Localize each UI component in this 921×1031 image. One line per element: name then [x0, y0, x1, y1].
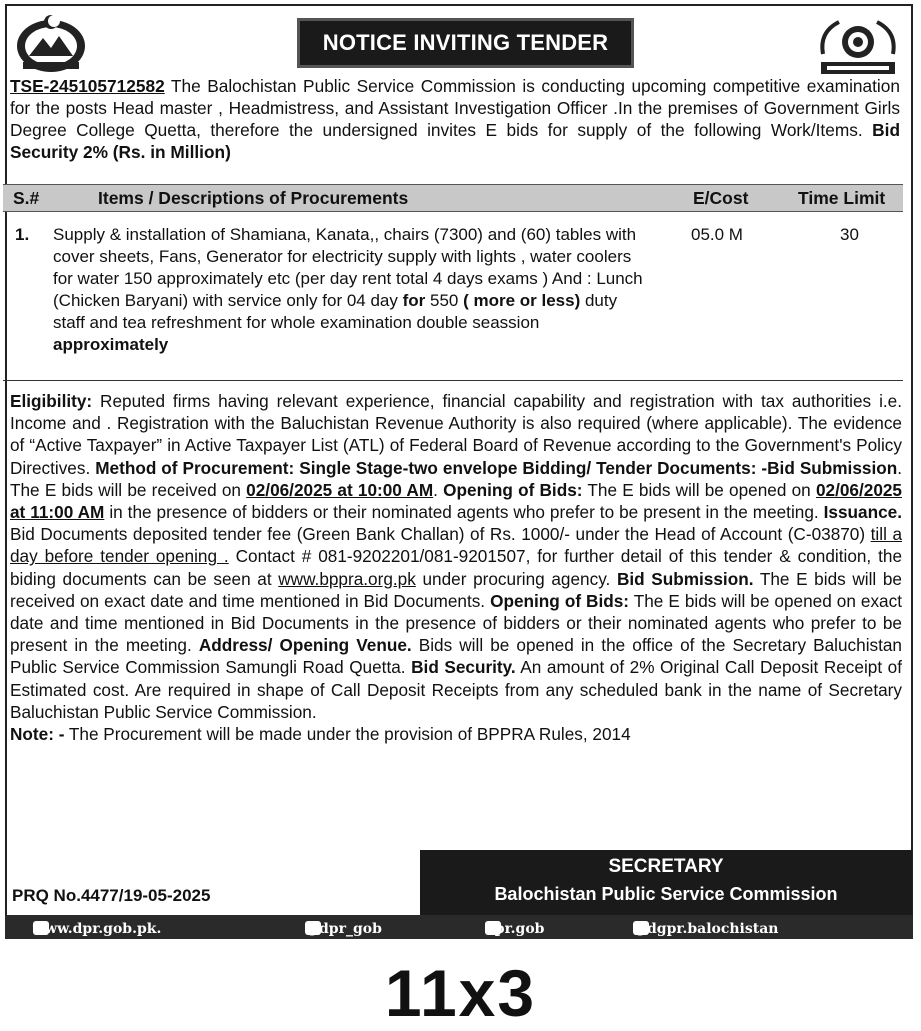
- eligibility-label: Eligibility:: [10, 391, 93, 411]
- prq-number: PRQ No.4477/19-05-2025: [12, 886, 211, 905]
- security-label: Bid Security.: [411, 657, 516, 678]
- eligibility-text: Reputed firms having relevant experience, financial capability and registration with tax authorities i.e. Income and . Registration with the Baluchistan Revenue Authority is also required (where applicable). The evidence of “Active Taxpayer” in Active Taxpayer List (ATL) of Federal Board of Revenue according to the Government's Policy Directives.: [10, 391, 902, 478]
- contact-text: Contact # 081-9202201/081-9201507, for further detail of this tender & condition, the biding documents can be seen at: [10, 546, 902, 589]
- method-text: . The E bids will be received on: [10, 457, 903, 500]
- header-sn: S.#: [13, 188, 40, 208]
- header-time: Time Limit: [798, 188, 886, 208]
- intro-text: The Balochistan Public Service Commission is conducting upcoming competitive examination for the posts Head master , Headmistress, and Assistant Investigation Officer .In the premises of Government Girls Degree College Quetta, therefore the undersigned invites E bids for supply of the following Work/Items.: [10, 76, 900, 140]
- note-text: The Procurement will be made under the provision of BPPRA Rules, 2014: [64, 724, 631, 745]
- opening-date: 02/06/2025 at 11:00 AM: [10, 479, 902, 523]
- signatory-org: Balochistan Public Service Commission: [494, 884, 838, 904]
- footer-twitter-text: @dpr_gob: [305, 921, 382, 937]
- desc-text: duty staff and tea refreshment for whole examination double seassion: [53, 291, 618, 332]
- row-sn: 1.: [15, 225, 30, 244]
- notice-title: NOTICE INVITING TENDER: [297, 18, 634, 68]
- opening-label: Opening of Bids:: [443, 479, 583, 500]
- desc-bold: for: [402, 291, 426, 310]
- footer-web-text: www.dpr.gob.pk.: [33, 921, 162, 937]
- issuance-deadline: till a day before tender opening .: [10, 524, 902, 567]
- method-label: Method of Procurement: Single Stage-two envelope Bidding/ Tender Documents: -Bid Submission: [95, 457, 898, 478]
- ad-size-code: 11x3: [384, 956, 537, 1030]
- desc-text: 550: [425, 291, 464, 310]
- table-header: [3, 184, 903, 212]
- table-row: [3, 212, 903, 381]
- footer-facebook-text: @dgpr.balochistan: [633, 921, 779, 937]
- row-description: [53, 224, 643, 356]
- contact-text: under procuring agency.: [415, 568, 617, 589]
- row-cost: 05.0 M: [691, 225, 743, 244]
- procurement-table: [3, 184, 903, 381]
- opening2-text: The E bids will be opened on exact date and time mentioned in Bid Documents in the presence of bidders or their nominated agents who prefer to be present in the meeting.: [10, 590, 902, 656]
- issuance-label: Issuance.: [823, 502, 902, 523]
- venue-text: Bids will be opened in the office of the Secretary Baluchistan Public Service Commission Samungli Road Quetta.: [10, 635, 902, 678]
- header-cost: E/Cost: [693, 188, 749, 208]
- terms-paragraph: Eligibility: Reputed firms having relevant experience, financial capability and registration with tax authorities i.e. Income and . Registration with the Baluchistan Revenue Authority is also required (where applicable). The evidence of “Active Taxpayer” in Active Taxpayer List (ATL) of Federal Board of Revenue according to the Government's Policy Directives. Method of Procurement: Single Stage-two envelope Bidding/ Tender Documents: -Bid Submission. The E bids will be received on 02/06/2025 at 10:00 AM. Opening of Bids: The E bids will be opened on 02/06/2025 at 11:00 AM in the presence of bidders or their nominated agents who prefer to be present in the meeting. Issuance. Bid Documents deposited tender fee (Green Bank Challan) of Rs. 1000/- under the Head of Account (C-03870) till a day before tender opening . Contact # 081-9202201/081-9201507, for further detail of this tender & condition, the biding documents can be seen at www.bppra.org.pk under procuring agency. Bid Submission. The E bids will be received on exact date and time mentioned in Bid Documents. Opening of Bids: The E bids will be opened on exact date and time mentioned in Bid Documents in the presence of bidders or their nominated agents who prefer to be present in the meeting. Address/ Opening Venue. Bids will be opened in the office of the Secretary Baluchistan Public Service Commission Samungli Road Quetta. Bid Security. An amount of 2% Original Call Deposit Receipt of Estimated cost. Are required in shape of Call Deposit Receipts from any scheduled bank in the name of Secretary Baluchistan Public Service Commission. Note: - The Procurement will be made under the provision of BPPRA Rules, 2014: [10, 391, 903, 745]
- website-link[interactable]: www.bppra.org.pk: [278, 568, 416, 589]
- issuance-text: Bid Documents deposited tender fee (Green Bank Challan) of Rs. 1000/- under the Head of Account (C-03870): [10, 524, 871, 545]
- desc-bold: ( more or less): [463, 291, 581, 310]
- intro-paragraph: [10, 75, 900, 163]
- row-time: 30: [840, 225, 859, 244]
- note-label: Note: -: [10, 724, 65, 745]
- submission-text: The E bids will be received on exact date and time mentioned in Bid Documents.: [10, 568, 902, 611]
- desc-bold: approximately: [53, 335, 169, 354]
- footer-bar: [5, 915, 913, 939]
- opening2-label: Opening of Bids:: [490, 590, 630, 611]
- submission-label: Bid Submission.: [616, 568, 754, 589]
- footer-instagram-text: dpr.gob: [485, 921, 545, 937]
- venue-label: Address/ Opening Venue.: [198, 635, 412, 656]
- signatory-title: SECRETARY: [608, 856, 724, 877]
- security-text: An amount of 2% Original Call Deposit Receipt of Estimated cost. Are required in shape of Call Deposit Receipts from any scheduled bank in the name of Secretary Baluchistan Public Service Commission.: [10, 657, 902, 722]
- header-items: Items / Descriptions of Procurements: [98, 188, 409, 208]
- desc-text: Supply & installation of Shamiana, Kanata,, chairs (7300) and (60) tables with cover sheets, Fans, Generator for electricity supply with lights , water coolers for water 150 approximately etc (per day rent total 4 days exams ) And : Lunch (Chicken Baryani) with service only for 04 day: [53, 225, 643, 310]
- received-date: 02/06/2025 at 10:00 AM: [246, 479, 434, 500]
- tse-id: TSE-245105712582: [10, 76, 165, 96]
- signature-block: [420, 850, 912, 915]
- bid-security-label: Bid Security 2% (Rs. in Million): [10, 120, 900, 162]
- bpsc-logo: [15, 12, 87, 74]
- opening-text: in the presence of bidders or their nominated agents who prefer to be present in the meeting.: [104, 502, 824, 523]
- opening-text: The E bids will be opened on: [582, 479, 816, 500]
- balochistan-govt-logo: [813, 14, 903, 80]
